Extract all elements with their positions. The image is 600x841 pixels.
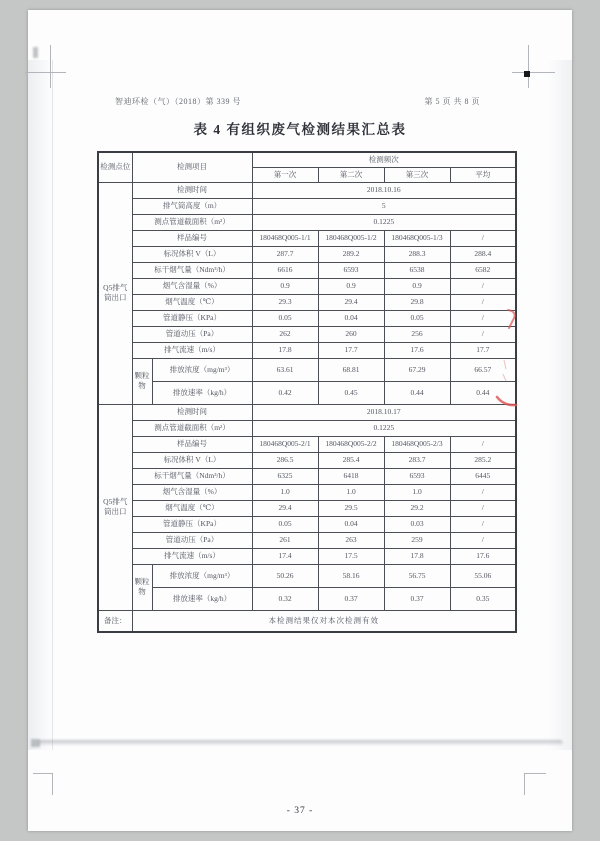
cell-value: 29.2 — [384, 500, 450, 516]
sheet-bottom-shadow — [38, 740, 563, 746]
cell-value: 0.44 — [450, 381, 516, 404]
row-label: 检测时间 — [132, 404, 252, 420]
table-row — [98, 246, 516, 262]
cell-value: 263 — [318, 532, 384, 548]
row-label: 管道静压（KPa） — [132, 516, 252, 532]
document-number: 智迪环检（气）（2018）第 339 号 — [115, 97, 241, 106]
sheet-left-edge — [28, 60, 53, 750]
cell-value: / — [450, 532, 516, 548]
table-row — [98, 468, 516, 484]
col-header-run3: 第三次 — [384, 167, 450, 182]
col-header-avg: 平均 — [450, 167, 516, 182]
cell-value: 283.7 — [384, 452, 450, 468]
cell-value: 180468Q005-2/2 — [318, 436, 384, 452]
cell-value: 17.6 — [384, 342, 450, 358]
row-label: 测点管道截面积（m²） — [132, 214, 252, 230]
cell-value: 0.05 — [252, 516, 318, 532]
row-value: 5 — [252, 198, 516, 214]
cell-value: 17.7 — [318, 342, 384, 358]
cell-value: 6445 — [450, 468, 516, 484]
page-title: 表 4 有组织废气检测结果汇总表 — [193, 122, 407, 137]
cell-value: 29.8 — [384, 294, 450, 310]
cell-value: 17.8 — [384, 548, 450, 564]
cell-value: 289.2 — [318, 246, 384, 262]
cell-value: / — [450, 326, 516, 342]
cell-value: / — [450, 310, 516, 326]
table-row — [98, 358, 516, 381]
cell-value: / — [450, 278, 516, 294]
remark-label: 备注： — [98, 610, 132, 632]
cell-value: 1.0 — [318, 484, 384, 500]
table-row — [98, 484, 516, 500]
cell-value: 0.37 — [318, 587, 384, 610]
cell-value: 58.16 — [318, 564, 384, 587]
crop-mark-top-left — [50, 45, 51, 88]
table-row — [98, 532, 516, 548]
col-header-run1: 第一次 — [252, 167, 318, 182]
cell-value: 256 — [384, 326, 450, 342]
table-row — [98, 278, 516, 294]
cell-value: 50.26 — [252, 564, 318, 587]
cell-value: 67.29 — [384, 358, 450, 381]
scan-smudge — [31, 739, 40, 747]
cell-value: 6582 — [450, 262, 516, 278]
cell-value: / — [450, 516, 516, 532]
cell-value: 260 — [318, 326, 384, 342]
cell-value: / — [450, 230, 516, 246]
registration-square — [524, 71, 530, 77]
cell-value: 29.4 — [318, 294, 384, 310]
cell-value: 180468Q005-2/1 — [252, 436, 318, 452]
cell-value: 0.44 — [384, 381, 450, 404]
cell-value: 6593 — [318, 262, 384, 278]
cell-value: 29.3 — [252, 294, 318, 310]
row-label: 测点管道截面积（m²） — [132, 420, 252, 436]
table-row — [98, 294, 516, 310]
crop-mark-top-left — [25, 72, 66, 73]
cell-value: 6538 — [384, 262, 450, 278]
cell-value: 0.42 — [252, 381, 318, 404]
red-pen-annotation — [490, 300, 530, 415]
cell-value: 0.9 — [318, 278, 384, 294]
monitoring-point-label: Q5排气筒出口 — [98, 182, 132, 404]
cell-value: 17.4 — [252, 548, 318, 564]
crop-mark-bottom-right — [524, 773, 525, 795]
cell-value: 29.5 — [318, 500, 384, 516]
table-row — [98, 452, 516, 468]
cell-value: 17.8 — [252, 342, 318, 358]
table-row — [98, 404, 516, 420]
cell-value: 288.4 — [450, 246, 516, 262]
cell-value: 0.9 — [252, 278, 318, 294]
table-row — [98, 587, 516, 610]
footer-page-number: - 37 - — [286, 806, 314, 816]
row-value: 0.1225 — [252, 214, 516, 230]
row-label: 排气筒高度（m） — [132, 198, 252, 214]
cell-value: 180468Q005-1/3 — [384, 230, 450, 246]
table-row — [98, 516, 516, 532]
cell-value: 17.6 — [450, 548, 516, 564]
cell-value: 286.5 — [252, 452, 318, 468]
row-label: 管道动压（Pa） — [132, 532, 252, 548]
cell-value: 0.35 — [450, 587, 516, 610]
row-label: 标况体积 V（L） — [132, 246, 252, 262]
table-header-row — [98, 152, 516, 167]
particulate-group-label: 颗粒物 — [132, 358, 152, 404]
cell-value: / — [450, 500, 516, 516]
cell-value: 17.5 — [318, 548, 384, 564]
cell-value: 55.06 — [450, 564, 516, 587]
crop-mark-bottom-left — [33, 773, 53, 774]
sheet-right-edge — [548, 60, 572, 750]
cell-value: 287.7 — [252, 246, 318, 262]
cell-value: 1.0 — [384, 484, 450, 500]
col-header-point: 检测点位 — [98, 152, 132, 182]
crop-mark-bottom-right — [524, 773, 546, 774]
cell-value: 0.05 — [252, 310, 318, 326]
row-label: 样品编号 — [132, 230, 252, 246]
row-label: 排放速率（kg/h） — [152, 381, 252, 404]
cell-value: 1.0 — [252, 484, 318, 500]
row-label: 排气流速（m/s） — [132, 548, 252, 564]
cell-value: 285.4 — [318, 452, 384, 468]
cell-value: 0.32 — [252, 587, 318, 610]
row-label: 烟气含湿量（%） — [132, 484, 252, 500]
row-value: 2018.10.16 — [252, 182, 516, 198]
cell-value: / — [450, 484, 516, 500]
row-label: 标干烟气量（Ndm³/h） — [132, 262, 252, 278]
cell-value: 0.04 — [318, 310, 384, 326]
table-row — [98, 436, 516, 452]
crop-mark-top-right — [528, 45, 529, 88]
cell-value: 0.37 — [384, 587, 450, 610]
table-row — [98, 262, 516, 278]
cell-value: 285.2 — [450, 452, 516, 468]
row-label: 排放浓度（mg/m³） — [152, 564, 252, 587]
table-row — [98, 198, 516, 214]
crop-mark-bottom-left — [52, 773, 53, 795]
cell-value: 6325 — [252, 468, 318, 484]
remark-text: 本检测结果仅对本次检测有效 — [132, 610, 516, 632]
row-label: 检测时间 — [132, 182, 252, 198]
row-label: 排放浓度（mg/m³） — [152, 358, 252, 381]
remark-row — [98, 610, 516, 632]
cell-value: 6418 — [318, 468, 384, 484]
cell-value: 0.05 — [384, 310, 450, 326]
row-label: 标干烟气量（Ndm³/h） — [132, 468, 252, 484]
cell-value: 68.81 — [318, 358, 384, 381]
monitoring-point-label: Q5排气筒出口 — [98, 404, 132, 610]
row-label: 管道动压（Pa） — [132, 326, 252, 342]
row-label: 烟气温度（℃） — [132, 294, 252, 310]
particulate-group-label: 颗粒物 — [132, 564, 152, 610]
cell-value: 29.4 — [252, 500, 318, 516]
cell-value: 0.04 — [318, 516, 384, 532]
page-indicator: 第 5 页 共 8 页 — [424, 97, 480, 106]
row-label: 烟气温度（℃） — [132, 500, 252, 516]
row-label: 排气流速（m/s） — [132, 342, 252, 358]
col-header-item: 检测项目 — [132, 152, 252, 182]
cell-value: 180468Q005-2/3 — [384, 436, 450, 452]
row-label: 管道静压（KPa） — [132, 310, 252, 326]
row-value: 2018.10.17 — [252, 404, 516, 420]
cell-value: 6593 — [384, 468, 450, 484]
cell-value: 66.57 — [450, 358, 516, 381]
cell-value: 288.3 — [384, 246, 450, 262]
row-label: 烟气含湿量（%） — [132, 278, 252, 294]
cell-value: 0.45 — [318, 381, 384, 404]
table-row — [98, 420, 516, 436]
cell-value: 180468Q005-1/2 — [318, 230, 384, 246]
row-label: 样品编号 — [132, 436, 252, 452]
table-row — [98, 342, 516, 358]
table-row — [98, 310, 516, 326]
table-row — [98, 381, 516, 404]
table-row — [98, 326, 516, 342]
cell-value: 262 — [252, 326, 318, 342]
cell-value: / — [450, 294, 516, 310]
scan-smudge — [33, 47, 38, 58]
cell-value: 56.75 — [384, 564, 450, 587]
table-row — [98, 182, 516, 198]
row-label: 标况体积 V（L） — [132, 452, 252, 468]
cell-value: 180468Q005-1/1 — [252, 230, 318, 246]
col-header-run2: 第二次 — [318, 167, 384, 182]
crop-mark-top-right — [512, 72, 555, 73]
table-row — [98, 230, 516, 246]
cell-value: 63.61 — [252, 358, 318, 381]
table-row — [98, 500, 516, 516]
cell-value: 259 — [384, 532, 450, 548]
cell-value: 0.03 — [384, 516, 450, 532]
table-row — [98, 214, 516, 230]
table-row — [98, 564, 516, 587]
cell-value: 0.9 — [384, 278, 450, 294]
results-summary-table — [97, 151, 517, 633]
cell-value: 261 — [252, 532, 318, 548]
cell-value: 17.7 — [450, 342, 516, 358]
row-label: 排放速率（kg/h） — [152, 587, 252, 610]
row-value: 0.1225 — [252, 420, 516, 436]
col-header-frequency: 检测频次 — [252, 152, 516, 167]
cell-value: 6616 — [252, 262, 318, 278]
table-row — [98, 548, 516, 564]
cell-value: / — [450, 436, 516, 452]
